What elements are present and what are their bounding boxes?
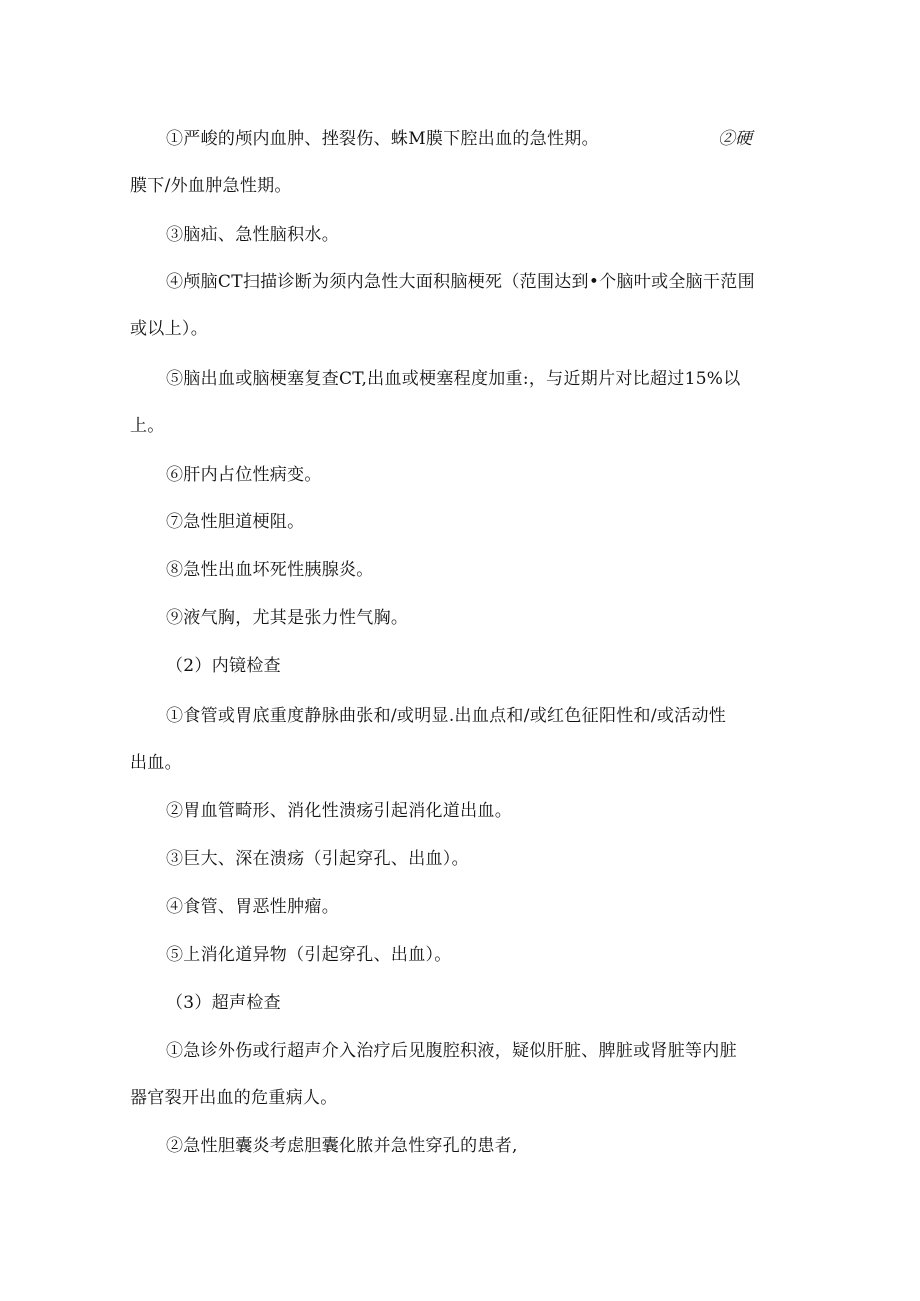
paragraph-text: ⑤脑出血或脑梗塞复查CT,出血或梗塞程度加重:，与近期片对比超过15%以 [166, 369, 741, 389]
paragraph-text: ①食管或胃底重度静脉曲张和/或明显.出血点和/或红色征阳性和/或活动性 [166, 706, 727, 726]
paragraph-text: ②急性胆囊炎考虑胆囊化脓并急性穿孔的患者, [166, 1136, 518, 1156]
paragraph-text: 膜下/外血肿急性期。 [130, 176, 292, 196]
paragraph-text: 上。 [130, 416, 165, 436]
paragraph-text: 出血。 [130, 753, 182, 773]
paragraph-text: ③脑疝、急性脑积水。 [166, 225, 339, 245]
paragraph-text: ①急诊外伤或行超声介入治疗后见腹腔积液，疑似肝脏、脾脏或肾脏等内脏 [166, 1041, 737, 1061]
paragraph-text: ⑧急性出血坏死性胰腺炎。 [166, 560, 374, 580]
paragraph-text: ④食管、胃恶性肿瘤。 [166, 897, 339, 917]
paragraph-text: ⑨液气胸，尤其是张力性气胸。 [166, 608, 409, 628]
paragraph-text: ③巨大、深在溃疡（引起穿孔、出血）。 [166, 849, 469, 869]
section-heading: （3）超声检查 [166, 993, 281, 1013]
paragraph-text: 或以上）。 [130, 319, 208, 339]
paragraph-text: ⑦急性胆道梗阻。 [166, 512, 305, 532]
paragraph-text: ①严峻的颅内血肿、挫裂伤、蛛M膜下腔出血的急性期。 [166, 129, 599, 149]
section-heading: （2）内镜检查 [166, 656, 281, 676]
paragraph-text: ⑤上消化道异物（引起穿孔、出血）。 [166, 945, 452, 965]
paragraph-text: 器官裂开出血的危重病人。 [130, 1088, 338, 1108]
paragraph-text: ④颅脑CT扫描诊断为须内急性大面积脑梗死（范围达到•个脑叶或全脑干范围 [166, 272, 755, 292]
paragraph-text: ②胃血管畸形、消化性溃疡引起消化道出血。 [166, 801, 512, 821]
paragraph-text: ⑥肝内占位性病变。 [166, 465, 322, 485]
paragraph-text: ②硬 [718, 129, 752, 149]
